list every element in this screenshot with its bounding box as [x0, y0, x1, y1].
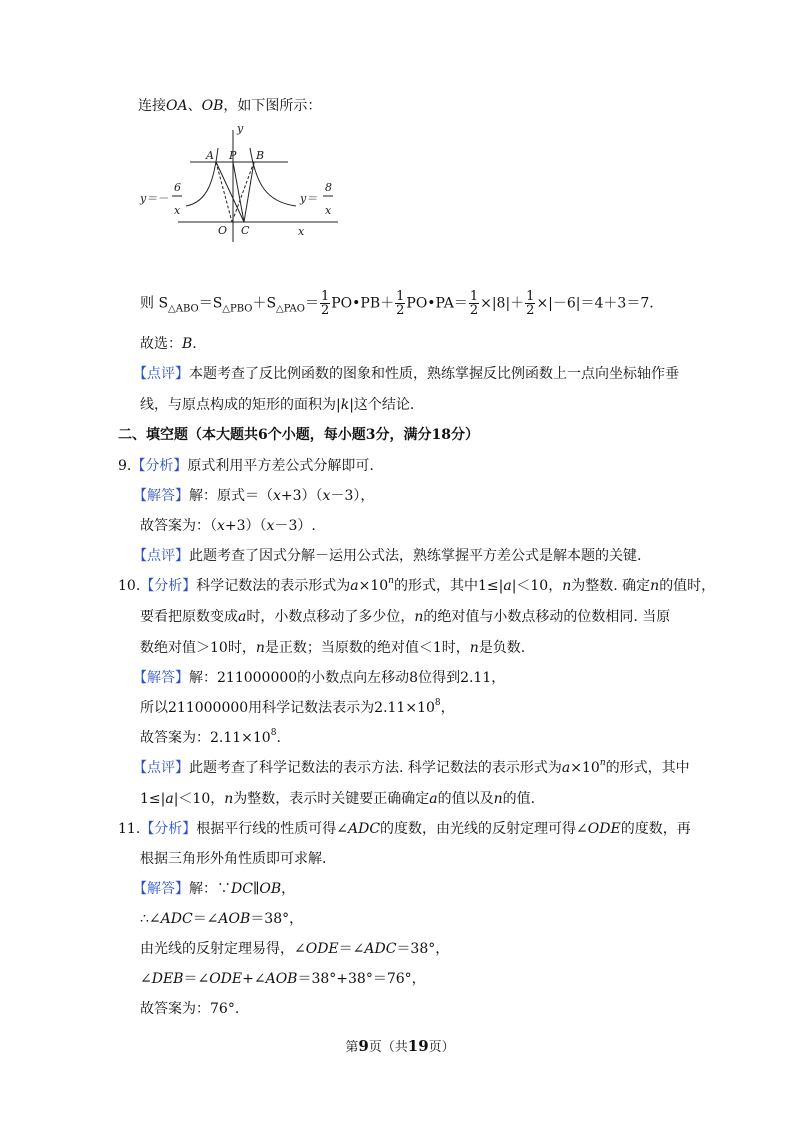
q9-analysis: 9.【分析】原式利用平方差公式分解即可. [118, 458, 374, 474]
point-p-label: P [229, 149, 237, 162]
y-axis-label: y [237, 122, 244, 135]
q8-comment-line1: 【点评】本题考查了反比例函数的图象和性质，熟练掌握反比例函数上一点向坐标轴作垂 [133, 366, 679, 382]
x-axis-label: x [298, 225, 305, 238]
q10-answer-line1: 【解答】解：211000000的小数点向左移动8位得到2.11， [133, 670, 506, 686]
point-c-label: C [241, 224, 250, 237]
intro-line: 连接OA、OB，如下图所示： [138, 98, 322, 114]
q10-analysis-line3: 数绝对值＞10时，n是正数；当原数的绝对值＜1时，n是负数. [140, 640, 526, 656]
q11-answer-line3: 由光线的反射定理易得，∠ODE＝∠ADC＝38°， [140, 941, 450, 957]
right-eq-denominator: x [325, 204, 332, 217]
q11-answer-line2: ∴∠ADC＝∠AOB＝38°， [140, 911, 304, 927]
segment-bc [244, 162, 254, 222]
q10-comment-line2: 1≤|a|＜10，n为整数，表示时关键要正确确定a的值以及n的值. [140, 791, 536, 807]
right-eq-numerator: 8 [325, 181, 332, 194]
hyperbola-figure [138, 118, 348, 243]
segment-ob [232, 162, 254, 222]
q9-final: 故答案为：（x+3）（x－3）. [140, 518, 316, 534]
point-o-label: O [218, 224, 228, 237]
left-eq-denominator: x [174, 204, 181, 217]
section-title: 二、填空题（本大题共6个小题，每小题3分，满分18分） [118, 427, 479, 443]
point-a-label: A [206, 149, 214, 162]
q11-analysis-line2: 根据三角形外角性质即可求解. [140, 851, 327, 867]
q10-comment-line1: 【点评】此题考查了科学记数法的表示方法. 科学记数法的表示形式为$a\times 10^n$的形式，其中 [133, 758, 690, 776]
q11-answer-line1: 【解答】解：∵DC∥OB， [133, 881, 296, 897]
q11-answer-line4: ∠DEB＝∠ODE+∠AOB＝38°+38°＝76°， [140, 971, 426, 987]
q10-analysis-line1: 10.【分析】科学记数法的表示形式为$a\times 10^n$的形式，其中1≤|a|＜10，n为整数. 确定n的值时， [118, 576, 716, 594]
q8-choose: 故选：B. [140, 336, 197, 352]
q9-answer: 【解答】解：原式＝（x+3）（x－3）， [133, 488, 375, 504]
q8-comment-line2: 线，与原点构成的矩形的面积为|k|这个结论. [140, 397, 415, 413]
page-footer: 第9页（共19页） [345, 1037, 455, 1055]
left-eq-prefix: y＝－ [140, 192, 169, 205]
right-eq-prefix: y＝ [300, 192, 318, 205]
q10-answer-line2: 所以211000000用科学记数法表示为$2.11\times 10^8$， [140, 698, 455, 716]
q11-analysis-line1: 11.【分析】根据平行线的性质可得∠ADC的度数，由光线的反射定理可得∠ODE的度数，再 [118, 821, 691, 837]
q10-analysis-line2: 要看把原数变成a时，小数点移动了多少位，n的绝对值与小数点移动的位数相同. 当原 [140, 609, 671, 625]
left-eq-numerator: 6 [174, 181, 181, 194]
q9-comment: 【点评】此题考查了因式分解－运用公式法，熟练掌握平方差公式是解本题的关键. [133, 548, 642, 564]
q11-final: 故答案为：76°. [140, 1001, 240, 1017]
area-formula: 则 $S_{\triangle ABO}=S_{\triangle PBO}+S_{\triangle PAO}=$ $\frac{1}{2}$ PO•PB＋ $\frac{1}{2}$ PO•PA＝ $\frac{1}{2}$ ×|8|＋ $\frac{1}{2}$ ×|－6|＝4＋3＝7. [140, 289, 654, 318]
point-b-label: B [256, 149, 265, 162]
segment-pc [233, 162, 244, 222]
q10-final: 故答案为：$2.11\times 10^8$. [140, 728, 281, 746]
